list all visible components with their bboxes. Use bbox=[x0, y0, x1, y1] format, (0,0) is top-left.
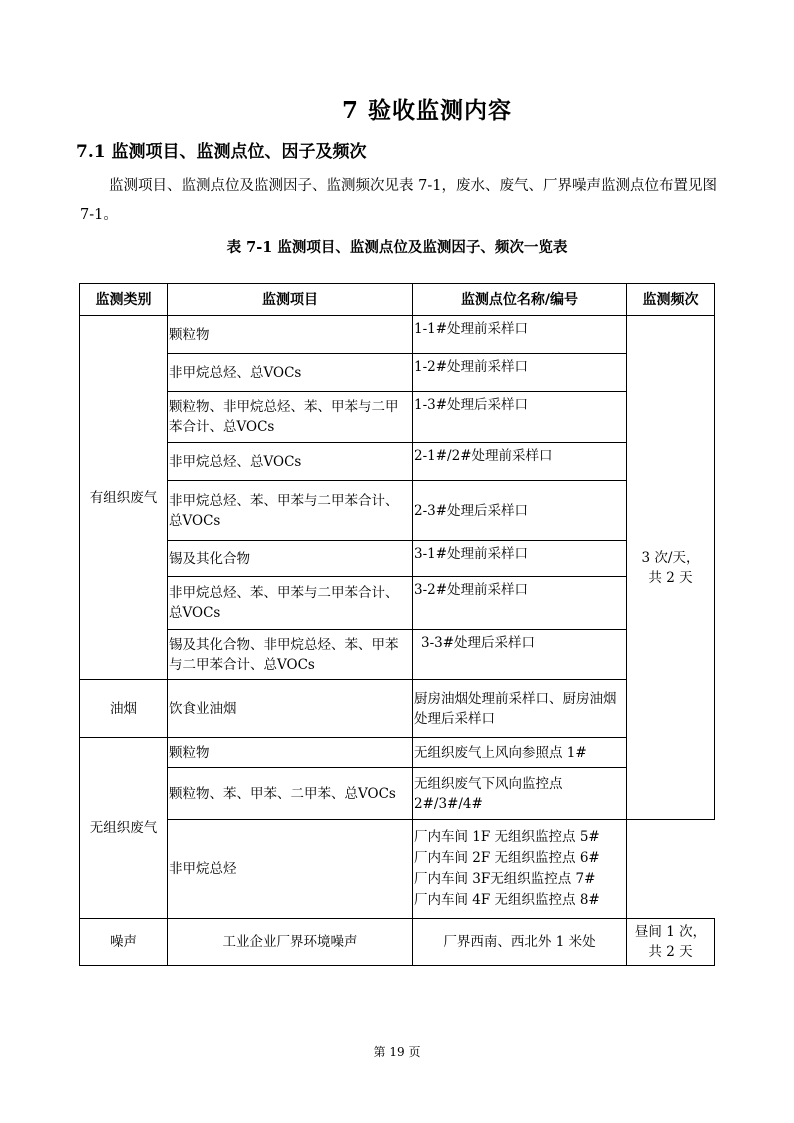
monitor-item: 非甲烷总烃、苯、甲苯与二甲苯合计、总VOCs bbox=[168, 481, 413, 541]
monitor-location bbox=[413, 820, 627, 919]
table-row bbox=[80, 541, 715, 577]
monitor-location: 厂界西南、西北外 1 米处 bbox=[413, 919, 627, 966]
table-row bbox=[80, 481, 715, 541]
header-frequency: 监测频次 bbox=[627, 284, 715, 316]
monitor-item: 锡及其化合物、非甲烷总烃、苯、甲苯与二甲苯合计、总VOCs bbox=[168, 630, 413, 680]
category-fume: 油烟 bbox=[80, 680, 168, 738]
header-item: 监测项目 bbox=[168, 284, 413, 316]
monitor-location: 3-1#处理前采样口 bbox=[413, 541, 627, 577]
table-caption: 表 7-1 监测项目、监测点位及监测因子、频次一览表 bbox=[226, 239, 568, 256]
table-row bbox=[80, 680, 715, 738]
location-line: 厂内车间 4F 无组织监控点 8# bbox=[414, 892, 600, 908]
table-row bbox=[80, 392, 715, 443]
table-row bbox=[80, 820, 715, 919]
monitor-location: 1-2#处理前采样口 bbox=[413, 354, 627, 392]
monitor-location: 厨房油烟处理前采样口、厨房油烟处理后采样口 bbox=[413, 680, 627, 738]
table-row bbox=[80, 738, 715, 768]
monitor-item: 颗粒物 bbox=[168, 738, 413, 768]
table-row bbox=[80, 577, 715, 630]
section-title: 7.1 监测项目、监测点位、因子及频次 bbox=[76, 142, 367, 162]
monitor-item: 颗粒物、苯、甲苯、二甲苯、总VOCs bbox=[168, 768, 413, 820]
monitor-item: 非甲烷总烃、总VOCs bbox=[168, 354, 413, 392]
monitor-location: 1-3#处理后采样口 bbox=[413, 392, 627, 443]
monitor-item: 颗粒物、非甲烷总烃、苯、甲苯与二甲苯合计、总VOCs bbox=[168, 392, 413, 443]
monitor-item: 非甲烷总烃、总VOCs bbox=[168, 443, 413, 481]
table-row bbox=[80, 630, 715, 680]
location-line: 厂内车间 1F 无组织监控点 5# bbox=[414, 829, 600, 845]
frequency-line-1: 昼间 1 次， bbox=[634, 924, 707, 940]
frequency-line-2: 共 2 天 bbox=[648, 944, 693, 960]
category-organized-gas: 有组织废气 bbox=[80, 316, 168, 680]
chapter-title: 7 验收监测内容 bbox=[341, 97, 512, 124]
monitor-location: 2-1#/2#处理前采样口 bbox=[413, 443, 627, 481]
page-number: 第 19 页 bbox=[373, 1045, 421, 1059]
table-header-row bbox=[80, 284, 715, 316]
table-row bbox=[80, 443, 715, 481]
monitor-item: 非甲烷总烃、苯、甲苯与二甲苯合计、总VOCs bbox=[168, 577, 413, 630]
category-noise: 噪声 bbox=[80, 919, 168, 966]
monitor-location: 无组织废气下风向监控点 2#/3#/4# bbox=[413, 768, 627, 820]
monitor-item: 饮食业油烟 bbox=[168, 680, 413, 738]
monitor-location: 无组织废气上风向参照点 1# bbox=[413, 738, 627, 768]
intro-paragraph: 监测项目、监测点位及监测因子、监测频次见表 7-1，废水、废气、厂界噪声监测点位布置见图 7-1。 bbox=[80, 178, 717, 223]
monitor-item: 非甲烷总烃 bbox=[168, 820, 413, 919]
monitor-item: 锡及其化合物 bbox=[168, 541, 413, 577]
monitor-location: 1-1#处理前采样口 bbox=[413, 316, 627, 354]
monitor-location: 3-2#处理前采样口 bbox=[413, 577, 627, 630]
frequency-line-2: 共 2 天 bbox=[648, 569, 693, 586]
header-category: 监测类别 bbox=[80, 284, 168, 316]
frequency-line-1: 3 次/天， bbox=[641, 549, 700, 566]
table-row bbox=[80, 354, 715, 392]
monitor-location: 3-3#处理后采样口 bbox=[413, 630, 627, 680]
header-location: 监测点位名称/编号 bbox=[413, 284, 627, 316]
frequency-noise bbox=[627, 919, 715, 966]
table-row bbox=[80, 919, 715, 966]
frequency-main bbox=[627, 316, 715, 820]
category-unorganized-gas: 无组织废气 bbox=[80, 738, 168, 919]
table-row bbox=[80, 768, 715, 820]
monitor-item: 工业企业厂界环境噪声 bbox=[168, 919, 413, 966]
monitoring-table bbox=[79, 283, 715, 966]
location-line: 厂内车间 3F无组织监控点 7# bbox=[414, 871, 596, 887]
monitor-location: 2-3#处理后采样口 bbox=[413, 481, 627, 541]
table-row bbox=[80, 316, 715, 354]
location-line: 厂内车间 2F 无组织监控点 6# bbox=[414, 850, 600, 866]
monitor-item: 颗粒物 bbox=[168, 316, 413, 354]
